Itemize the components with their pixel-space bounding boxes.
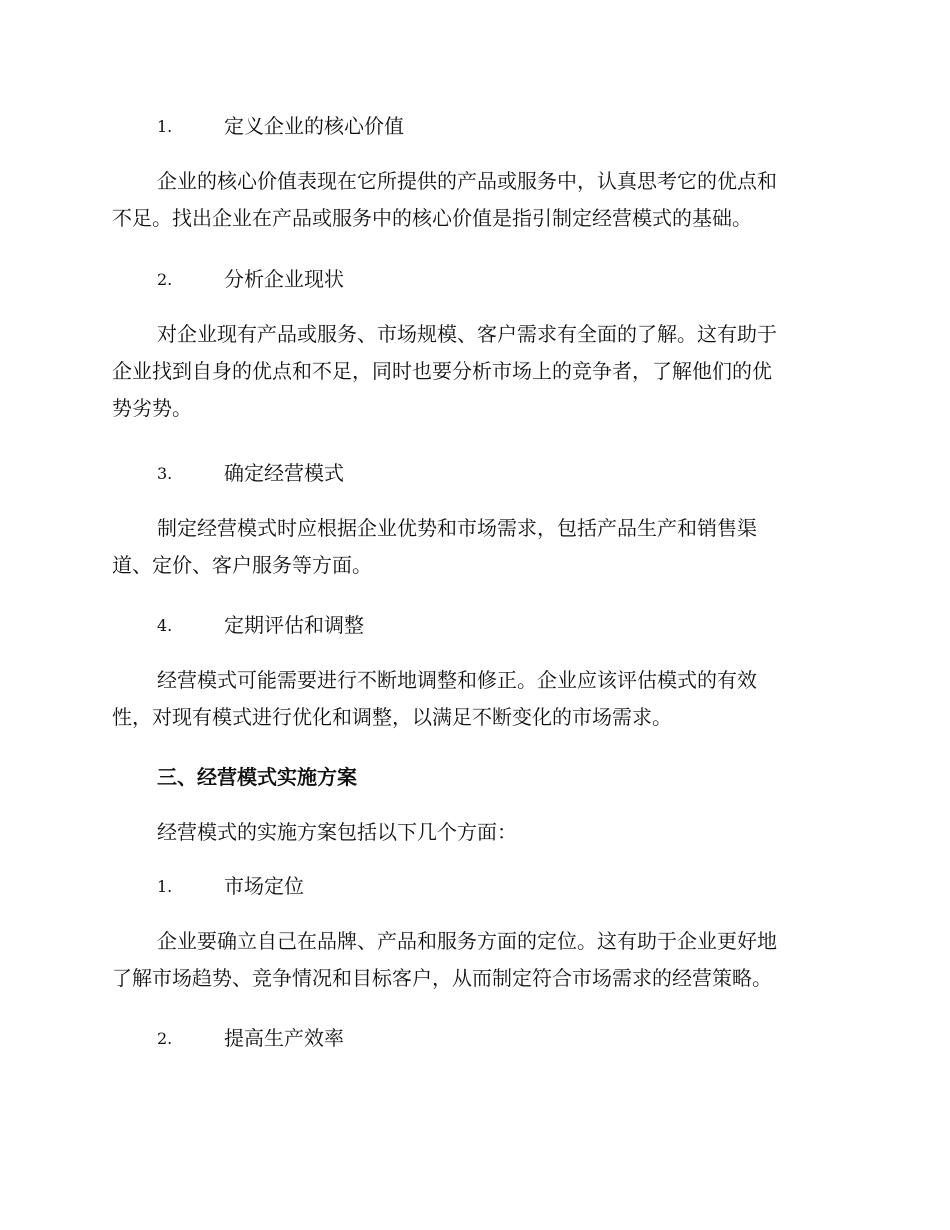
item-number: 1. — [157, 117, 173, 136]
paragraph-line: 势劣势。 — [112, 396, 192, 420]
item-number: 1. — [157, 877, 173, 896]
paragraph-line: 制定经营模式时应根据企业优势和市场需求，包括产品生产和销售渠 — [157, 516, 757, 540]
item-number: 4. — [157, 616, 173, 635]
paragraph-line: 道、定价、客户服务等方面。 — [112, 553, 372, 577]
paragraph-line: 企业要确立自己在品牌、产品和服务方面的定位。这有助于企业更好地 — [157, 929, 777, 953]
item-title: 市场定位 — [224, 874, 304, 898]
paragraph-line: 了解市场趋势、竞争情况和目标客户，从而制定符合市场需求的经营策略。 — [112, 966, 772, 990]
item-number: 2. — [157, 270, 173, 289]
item-title: 定义企业的核心价值 — [224, 114, 404, 138]
paragraph-line: 不足。找出企业在产品或服务中的核心价值是指引制定经营模式的基础。 — [112, 206, 752, 230]
paragraph-line: 企业的核心价值表现在它所提供的产品或服务中，认真思考它的优点和 — [157, 169, 777, 193]
item-number: 3. — [157, 464, 173, 483]
paragraph-line: 经营模式可能需要进行不断地调整和修正。企业应该评估模式的有效 — [157, 668, 757, 692]
item-title: 提高生产效率 — [224, 1026, 344, 1050]
paragraph-line: 性，对现有模式进行优化和调整，以满足不断变化的市场需求。 — [112, 705, 672, 729]
item-title: 定期评估和调整 — [224, 613, 364, 637]
section-intro: 经营模式的实施方案包括以下几个方面： — [157, 820, 517, 844]
item-title: 确定经营模式 — [224, 461, 344, 485]
item-number: 2. — [157, 1029, 173, 1048]
paragraph-line: 企业找到自身的优点和不足，同时也要分析市场上的竞争者，了解他们的优 — [112, 359, 772, 383]
paragraph-line: 对企业现有产品或服务、市场规模、客户需求有全面的了解。这有助于 — [157, 322, 777, 346]
section-heading: 三、经营模式实施方案 — [157, 765, 357, 789]
item-title: 分析企业现状 — [224, 267, 344, 291]
